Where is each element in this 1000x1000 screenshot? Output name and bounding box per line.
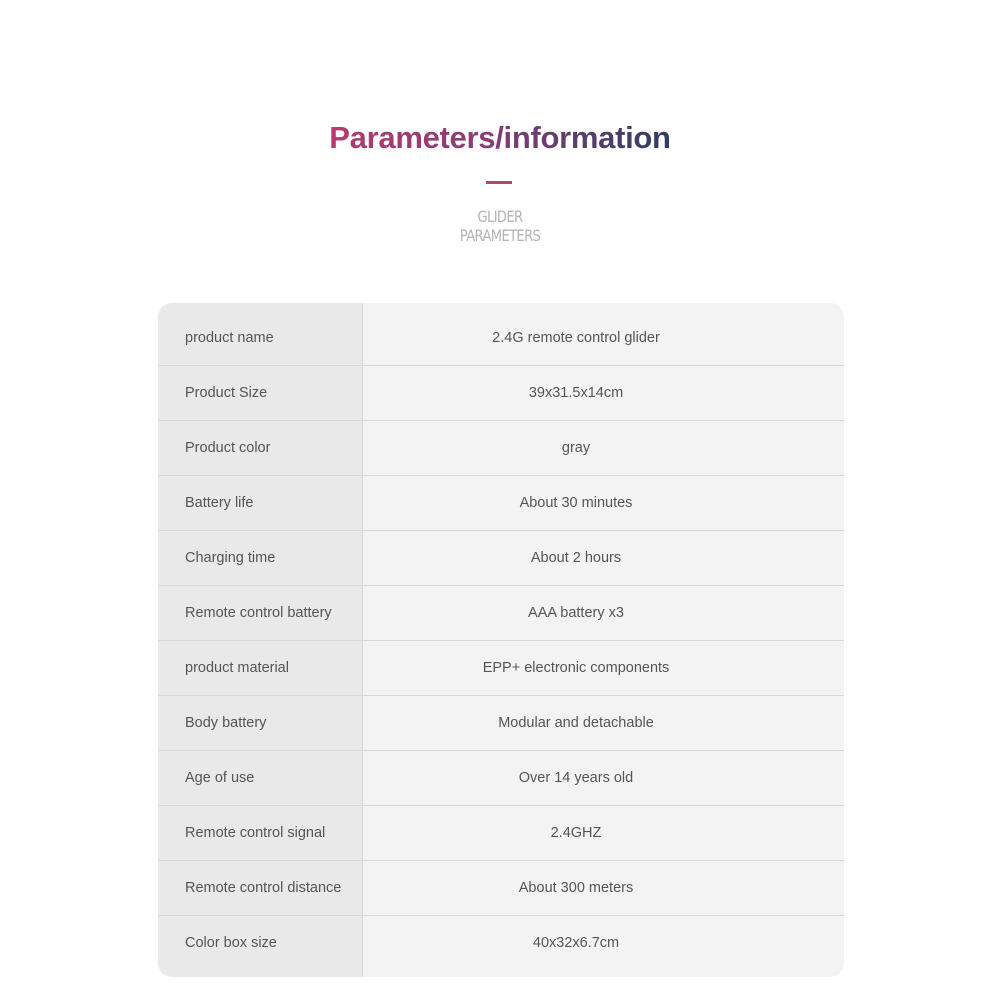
parameters-table xyxy=(158,303,844,977)
row-value: About 30 minutes xyxy=(519,495,633,511)
page-title xyxy=(0,118,1000,158)
table-row xyxy=(158,806,844,861)
table-row xyxy=(158,531,844,586)
table-row xyxy=(158,641,844,696)
section-subtitle xyxy=(90,207,910,245)
row-label: product name xyxy=(185,330,274,346)
row-label: Product color xyxy=(185,440,271,456)
table-row xyxy=(158,421,844,476)
subtitle-line-2: PARAMETERS xyxy=(459,226,541,245)
row-label: Remote control distance xyxy=(185,880,342,896)
table-row xyxy=(158,861,844,916)
row-label: Remote control battery xyxy=(185,605,332,621)
title-accent-bar xyxy=(486,181,512,184)
row-value: 39x31.5x14cm xyxy=(528,385,624,401)
row-value: EPP+ electronic components xyxy=(482,660,670,676)
row-label: Remote control signal xyxy=(185,825,326,841)
table-rows xyxy=(158,311,844,970)
row-label: Product Size xyxy=(185,385,268,401)
table-row xyxy=(158,916,844,970)
table-row xyxy=(158,751,844,806)
row-value: gray xyxy=(561,440,591,456)
table-row xyxy=(158,311,844,366)
row-value: About 300 meters xyxy=(518,880,634,896)
row-label: Battery life xyxy=(185,495,254,511)
row-value: 40x32x6.7cm xyxy=(532,935,620,951)
row-label: Charging time xyxy=(185,550,276,566)
row-value: Over 14 years old xyxy=(518,770,634,786)
table-row xyxy=(158,586,844,641)
row-label: Age of use xyxy=(185,770,255,786)
table-row xyxy=(158,696,844,751)
page-title-text: Parameters/information xyxy=(329,120,671,155)
row-label: product material xyxy=(185,660,289,676)
row-value: 2.4G remote control glider xyxy=(492,330,660,346)
row-value: About 2 hours xyxy=(530,550,622,566)
row-label: Body battery xyxy=(185,715,267,731)
table-row xyxy=(158,366,844,421)
row-label: Color box size xyxy=(185,935,277,951)
row-value: 2.4GHZ xyxy=(550,825,602,841)
row-value: Modular and detachable xyxy=(498,715,654,731)
row-value: AAA battery x3 xyxy=(528,605,624,621)
table-row xyxy=(158,476,844,531)
subtitle-line-1: GLIDER xyxy=(477,207,523,226)
